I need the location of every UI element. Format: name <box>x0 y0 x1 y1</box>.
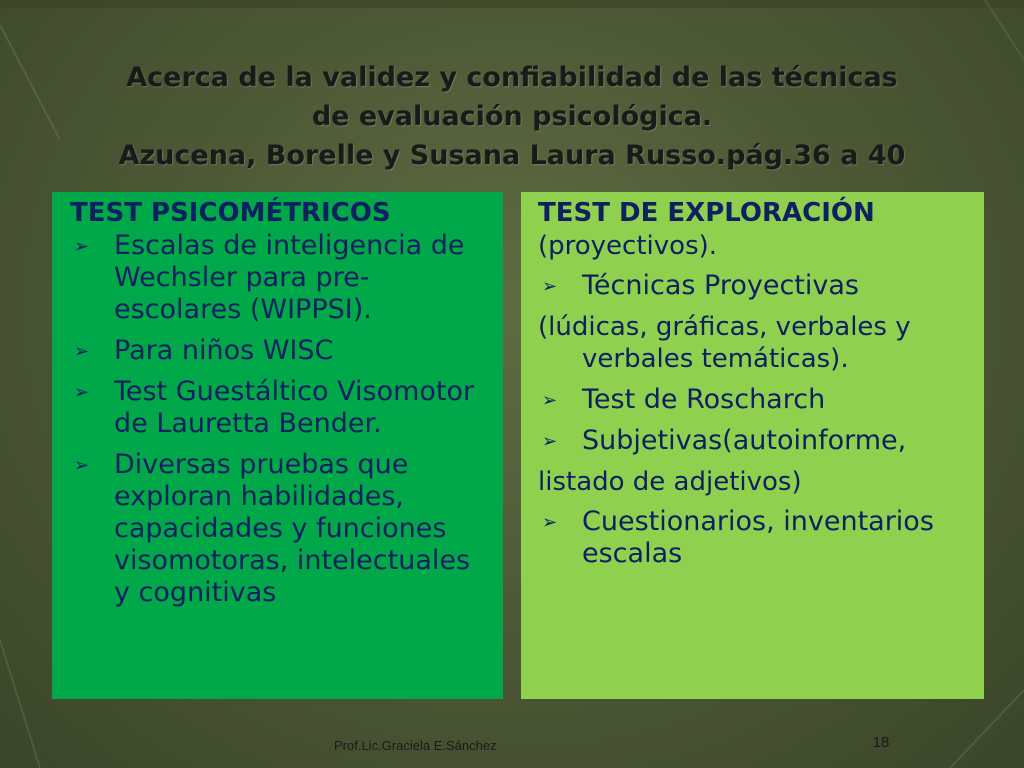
list-item-text: Para niños WISC <box>114 335 334 366</box>
arrow-bullet-icon: ➢ <box>542 431 558 452</box>
list-note: listado de adjetivos) <box>538 467 802 497</box>
arrow-bullet-icon: ➢ <box>74 455 90 476</box>
left-panel-heading: TEST PSICOMÉTRICOS <box>70 198 391 228</box>
arrow-bullet-icon: ➢ <box>542 512 558 533</box>
list-item <box>538 506 974 570</box>
list-item-text: Técnicas Proyectivas <box>582 270 859 301</box>
arrow-bullet-icon: ➢ <box>542 276 558 297</box>
slide-title <box>40 58 984 175</box>
list-item <box>70 449 489 609</box>
right-panel-subheading: (proyectivos). <box>538 231 718 261</box>
list-item-text: Cuestionarios, inventarios escalas <box>582 506 934 569</box>
page-number: 18 <box>872 734 890 751</box>
list-item-text: Test Guestáltico Visomotor de Lauretta Bender. <box>114 376 475 439</box>
list-item-text: Escalas de inteligencia de Wechsler para pre-escolares (WIPPSI). <box>114 230 465 325</box>
title-line-2: de evaluación psicológica. <box>311 101 713 132</box>
list-item <box>70 376 489 440</box>
list-item <box>538 270 974 302</box>
arrow-bullet-icon: ➢ <box>74 341 90 362</box>
list-item-text: Subjetivas(autoinforme, <box>582 425 907 456</box>
list-item-text: Test de Roscharch <box>582 384 826 415</box>
list-note: (lúdicas, gráficas, verbales y verbales temáticas). <box>538 312 911 374</box>
right-panel-heading: TEST DE EXPLORACIÓN <box>538 198 875 228</box>
arrow-bullet-icon: ➢ <box>542 390 558 411</box>
psychometric-tests-panel <box>52 192 503 699</box>
title-line-3: Azucena, Borelle y Susana Laura Russo.pág.36 a 40 <box>118 140 906 171</box>
list-item <box>70 335 489 367</box>
title-line-1: Acerca de la validez y confiabilidad de las técnicas <box>126 62 898 93</box>
exploration-tests-panel <box>521 192 984 699</box>
footer-author: Prof.Lic.Graciela E.Sánchez <box>334 738 497 753</box>
arrow-bullet-icon: ➢ <box>74 236 90 257</box>
list-item-text: Diversas pruebas que exploran habilidades, capacidades y funciones visomotoras, intelectuales y cognitivas <box>114 449 471 608</box>
list-item <box>538 384 974 416</box>
arrow-bullet-icon: ➢ <box>74 382 90 403</box>
list-item <box>538 425 974 457</box>
list-item <box>70 230 489 326</box>
